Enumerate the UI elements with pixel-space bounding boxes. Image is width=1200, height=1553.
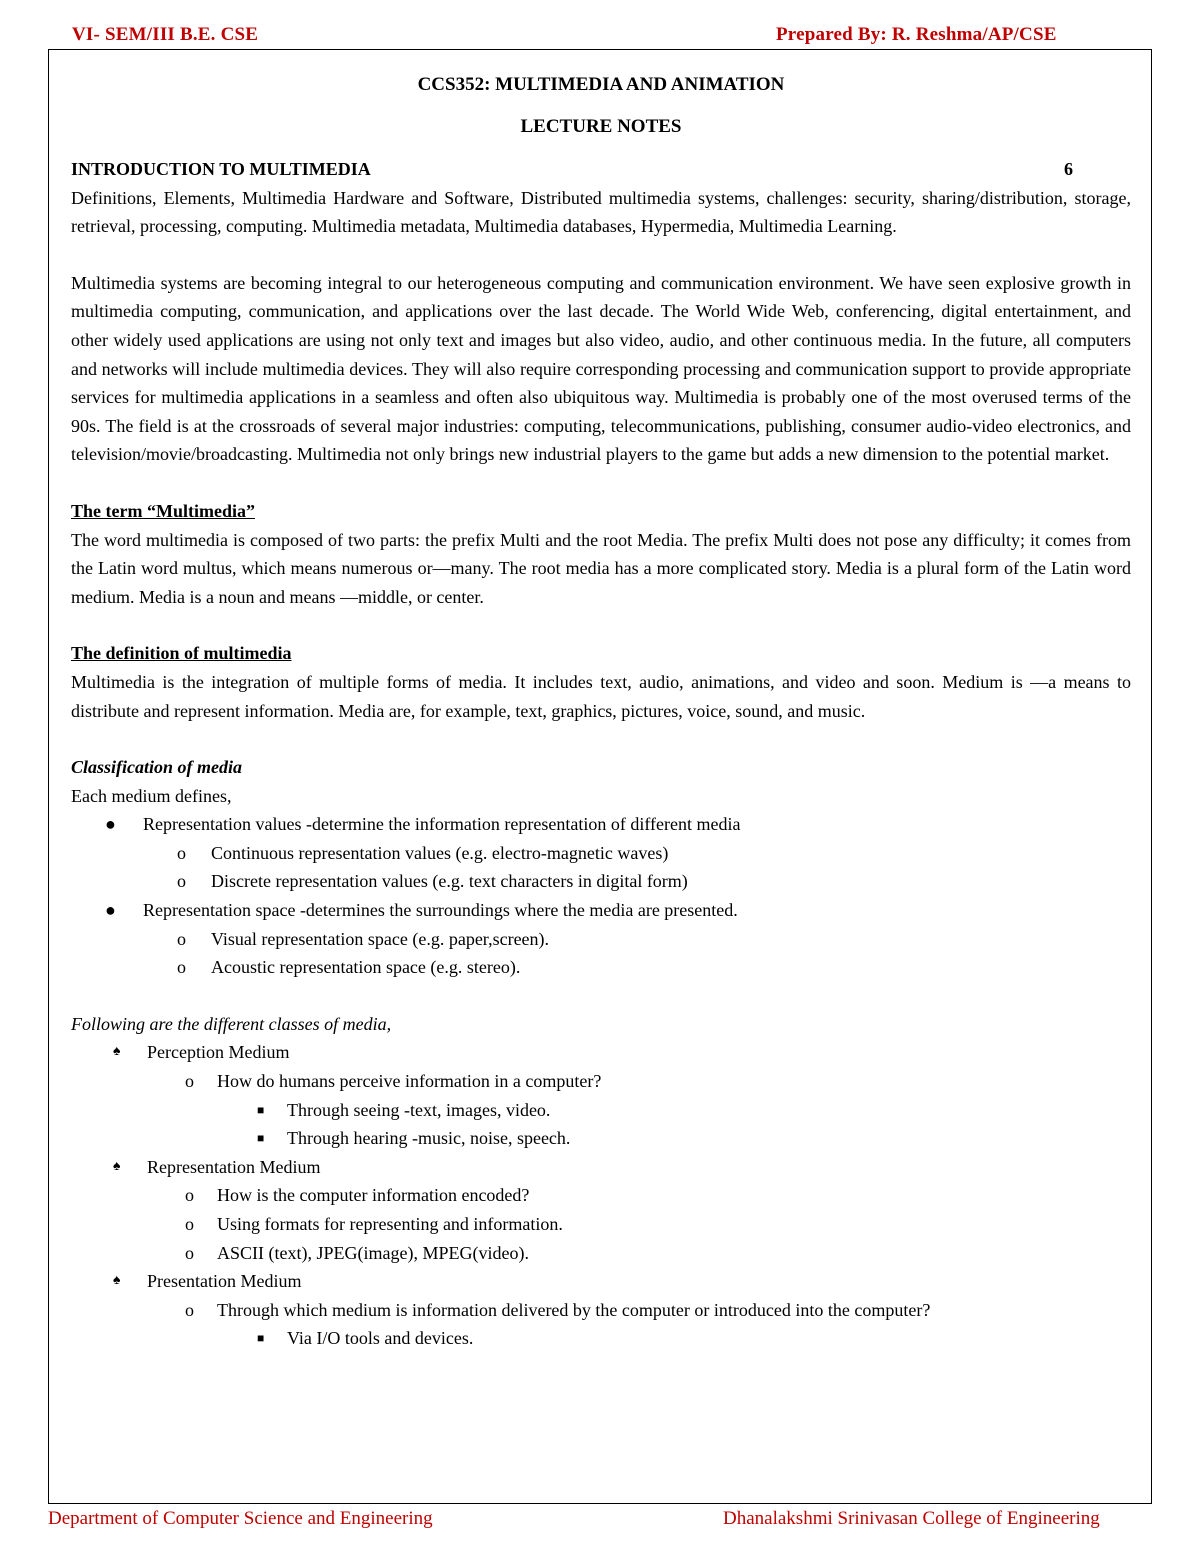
spade-icon: ♠ [113, 1273, 121, 1289]
page-content [71, 71, 1131, 1353]
list-item: ♠ Representation Medium [71, 1153, 1131, 1182]
unit-name: INTRODUCTION TO MULTIMEDIA [71, 159, 371, 179]
list-item: o ASCII (text), JPEG(image), MPEG(video). [71, 1239, 1131, 1268]
bullet-circle-icon: o [185, 1185, 194, 1206]
list-item: ■ Through hearing -music, noise, speech. [71, 1124, 1131, 1153]
spade-icon: ♠ [113, 1158, 121, 1174]
bullet-circle-icon: o [177, 842, 186, 863]
term-heading: The term “Multimedia” [71, 500, 255, 521]
unit-heading [71, 155, 1131, 184]
list-item: o Using formats for representing and information. [71, 1210, 1131, 1239]
definition-body: Multimedia is the integration of multiple forms of media. It includes text, audio, animations, and video and soon. Medium is —a means to distribute and represent information. Media are, for example, text, graphics, pictures, voice, sound, and music. [71, 671, 1131, 721]
unit-hours: 6 [1064, 159, 1073, 179]
bullet-circle-icon: o [177, 928, 186, 949]
classification-heading: Classification of media [71, 757, 242, 778]
footer-left: Department of Computer Science and Engineering [48, 1508, 433, 1529]
bullet-circle-icon: o [185, 1071, 194, 1092]
list-item: ■ Through seeing -text, images, video. [71, 1096, 1131, 1125]
classes-list [71, 1038, 1131, 1353]
classes-lead: Following are the different classes of media, [71, 1013, 392, 1034]
list-item: o Acoustic representation space (e.g. stereo). [71, 953, 1131, 982]
course-title: CCS352: MULTIMEDIA AND ANIMATION [417, 74, 785, 95]
classification-lead: Each medium defines, [71, 785, 232, 806]
list-item: o Continuous representation values (e.g. electro-magnetic waves) [71, 839, 1131, 868]
list-item: ● Representation space -determines the surroundings where the media are presented. [71, 896, 1131, 925]
bullet-circle-icon: o [185, 1299, 194, 1320]
header-left: VI- SEM/III B.E. CSE [72, 24, 259, 45]
list-item: o How do humans perceive information in a computer? [71, 1067, 1131, 1096]
list-item: ● Representation values -determine the information representation of different media [71, 810, 1131, 839]
list-item: ♠ Presentation Medium [71, 1267, 1131, 1296]
lecture-notes-title: LECTURE NOTES [520, 116, 682, 137]
bullet-circle-icon: o [185, 1214, 194, 1234]
footer-right: Dhanalakshmi Srinivasan College of Engineering [723, 1508, 1100, 1529]
list-item: o How is the computer information encoded? [71, 1181, 1131, 1210]
bullet-dot-icon: ● [105, 900, 116, 921]
list-item: o Discrete representation values (e.g. text characters in digital form) [71, 867, 1131, 896]
bullet-circle-icon: o [185, 1242, 194, 1263]
list-item: ■ Via I/O tools and devices. [71, 1324, 1131, 1353]
term-body: The word multimedia is composed of two parts: the prefix Multi and the root Media. The prefix Multi does not pose any difficulty; it comes from the Latin word multus, which means numerous or—many. The root media has a more complicated story. Media is a plural form of the Latin word medium. Media is a noun and means —middle, or center. [71, 529, 1131, 607]
bullet-circle-icon: o [177, 871, 186, 892]
bullet-dot-icon: ● [105, 814, 116, 835]
bullet-square-icon: ■ [257, 1102, 265, 1117]
classification-list [71, 810, 1131, 982]
unit-syllabus: Definitions, Elements, Multimedia Hardware and Software, Distributed multimedia systems, challenges: security, sharing/distribution, storage, retrieval, processing, computing. Multimedia metadata, Multimedia databases, Hypermedia, Multimedia Learning. [71, 187, 1131, 237]
header-right: Prepared By: R. Reshma/AP/CSE [776, 24, 1057, 45]
bullet-square-icon: ■ [257, 1131, 265, 1146]
list-item: o Through which medium is information delivered by the computer or introduced into the computer? [71, 1296, 1131, 1325]
spade-icon: ♠ [113, 1044, 121, 1060]
intro-paragraph: Multimedia systems are becoming integral to our heterogeneous computing and communication environment. We have seen explosive growth in multimedia computing, communication, and applications over the last decade. The World Wide Web, conferencing, digital entertainment, and other widely used applications are using not only text and images but also video, audio, and other continuous media. In the future, all computers and networks will include multimedia devices. They will also require corresponding processing and communication support to provide appropriate services for multimedia applications in a seamless and often also ubiquitous way. Multimedia is probably one of the most overused terms of the 90s. The field is at the crossroads of several major industries: computing, telecommunications, publishing, consumer audio-video electronics, and television/movie/broadcasting. Multimedia not only brings new industrial players to the game but adds a new dimension to the potential market. [71, 272, 1131, 465]
bullet-circle-icon: o [177, 957, 186, 978]
bullet-square-icon: ■ [257, 1331, 265, 1346]
list-item: o Visual representation space (e.g. paper,screen). [71, 925, 1131, 954]
definition-heading: The definition of multimedia [71, 643, 292, 664]
list-item: ♠ Perception Medium [71, 1038, 1131, 1067]
